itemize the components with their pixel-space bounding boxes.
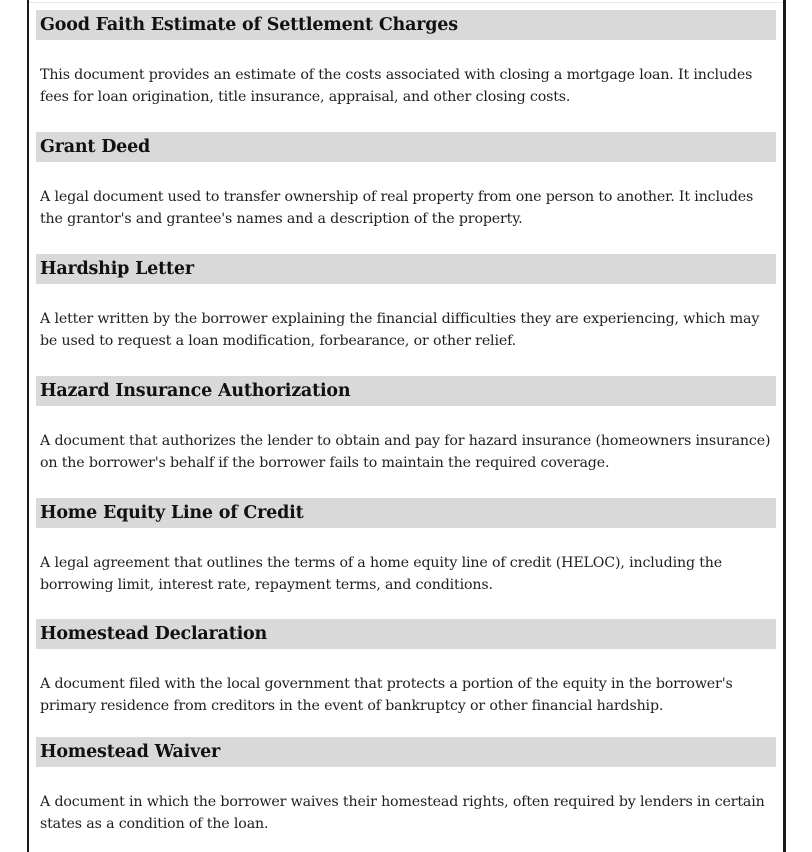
section-description: This document provides an estimate of the costs associated with closing a mortgage loan. It includes fees for loan origination, title insurance, appraisal, and other closing costs. (40, 67, 753, 105)
section-home-equity-line-of-credit (36, 498, 776, 596)
section-description: A legal document used to transfer ownership of real property from one person to another. It includes the grantor's and grantee's names and a description of the property. (40, 189, 754, 227)
section-heading: Good Faith Estimate of Settlement Charges (36, 10, 776, 40)
section-homestead-declaration (36, 619, 776, 717)
divider (29, 2, 783, 3)
section-heading: Homestead Declaration (36, 619, 776, 649)
section-description: A document that authorizes the lender to obtain and pay for hazard insurance (homeowners insurance) on the borrower's behalf if the borrower fails to maintain the required coverage. (40, 433, 771, 471)
section-description: A legal agreement that outlines the terms of a home equity line of credit (HELOC), including the borrowing limit, interest rate, repayment terms, and conditions. (40, 555, 723, 593)
section-heading: Hazard Insurance Authorization (36, 376, 776, 406)
section-grant-deed (36, 132, 776, 230)
section-description: A letter written by the borrower explaining the financial difficulties they are experiencing, which may be used to request a loan modification, forbearance, or other relief. (40, 311, 760, 349)
section-good-faith-estimate (36, 10, 776, 108)
section-description: A document in which the borrower waives their homestead rights, often required by lenders in certain states as a condition of the loan. (40, 794, 765, 832)
section-heading: Hardship Letter (36, 254, 776, 284)
section-homestead-waiver (36, 737, 776, 835)
section-heading: Home Equity Line of Credit (36, 498, 776, 528)
section-hazard-insurance-authorization (36, 376, 776, 474)
section-hardship-letter (36, 254, 776, 352)
section-heading: Grant Deed (36, 132, 776, 162)
document-page (27, 0, 786, 852)
section-heading: Homestead Waiver (36, 737, 776, 767)
section-description: A document filed with the local government that protects a portion of the equity in the borrower's primary residence from creditors in the event of bankruptcy or other financial hardship. (40, 676, 733, 714)
